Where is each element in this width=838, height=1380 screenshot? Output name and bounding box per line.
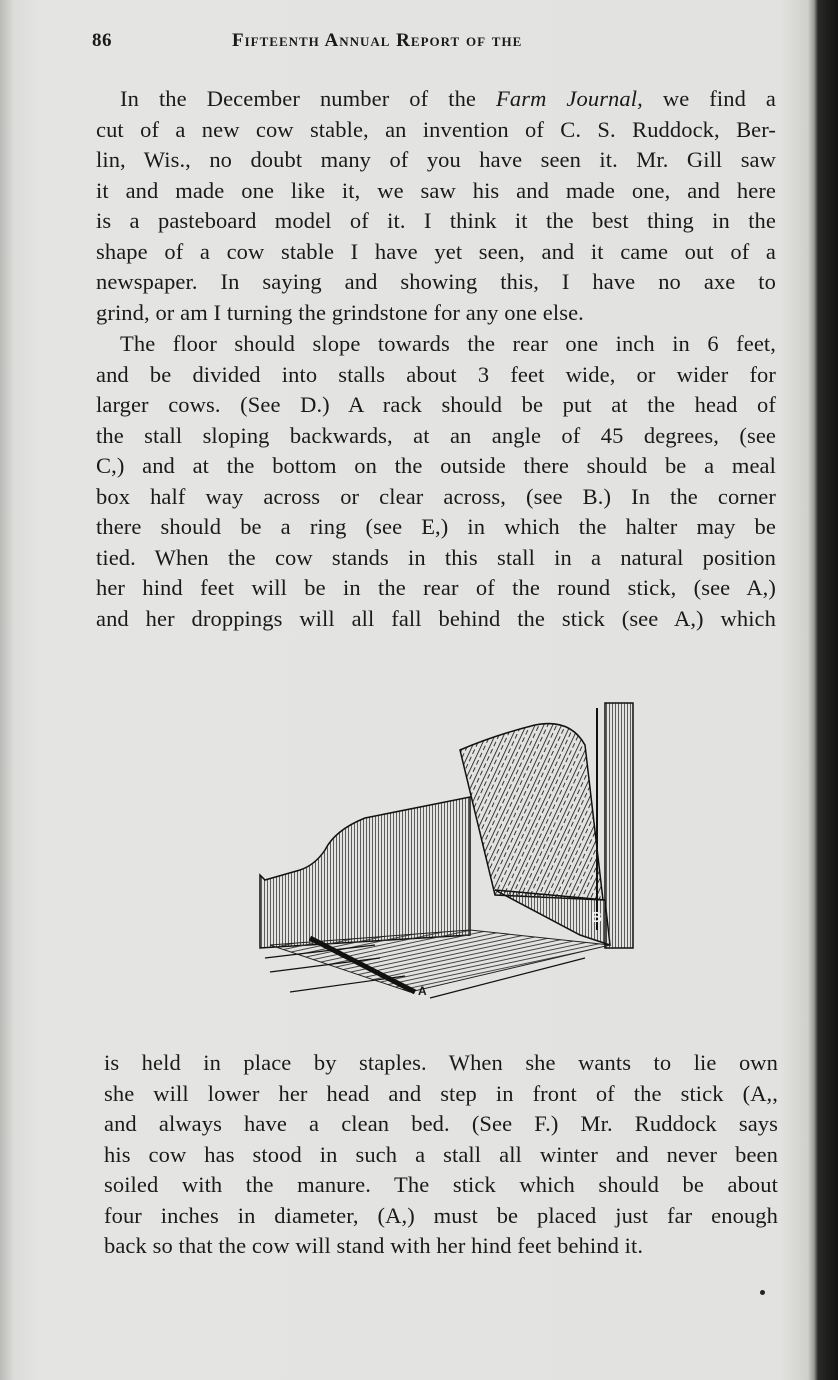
text-line: C,) and at the bottom on the outside there should be a meal <box>96 453 776 478</box>
text-line: grind, or am I turning the grindstone for any one else. <box>96 299 584 325</box>
text-line: there should be a ring (see E,) in which the halter may be <box>96 514 776 539</box>
text-line: and be divided into stalls about 3 feet wide, or wider for <box>96 361 776 387</box>
text-line: lin, Wis., no doubt many of you have seen it. Mr. Gill saw <box>96 147 776 172</box>
text-line: soiled with the manure. The stick which should be about <box>104 1172 778 1197</box>
text-line: it and made one like it, we saw his and made one, and here <box>96 177 776 203</box>
paragraph-1 <box>96 84 776 328</box>
text-line: the stall sloping backwards, at an angle of 45 degrees, (see <box>96 422 776 448</box>
page-number: 86 <box>92 30 112 51</box>
page-header <box>92 30 792 58</box>
cow-stall-engraving <box>255 700 640 1005</box>
text-line: tied. When the cow stands in this stall in a natural position <box>96 544 776 570</box>
text-line: four inches in diameter, (A,) must be placed just far enough <box>104 1202 778 1228</box>
text-line: back so that the cow will stand with her hind feet behind it. <box>104 1233 644 1258</box>
text-line: In the December number of the Farm Journal, we find a <box>120 86 777 111</box>
text-line: is a pasteboard model of it. I think it the best thing in the <box>96 208 776 233</box>
text-line: her hind feet will be in the rear of the round stick, (see A,) <box>96 575 776 600</box>
page-mark-dot <box>760 1290 765 1295</box>
text-line: and her droppings will all fall behind the stick (see A,) which <box>96 605 776 631</box>
text-line: newspaper. In saying and showing this, I have no axe to <box>96 269 776 294</box>
text-line: she will lower her head and step in front of the stick (A,, <box>104 1080 778 1106</box>
running-head: Fifteenth Annual Report of the <box>232 30 523 51</box>
text-line: The floor should slope towards the rear one inch in 6 feet, <box>120 331 776 356</box>
text-line: his cow has stood in such a stall all winter and never been <box>104 1141 778 1167</box>
text-line: shape of a cow stable I have yet seen, and it came out of a <box>96 238 776 264</box>
paragraph-2 <box>96 329 776 634</box>
figure-label-a: A <box>418 984 427 998</box>
text-line: cut of a new cow stable, an invention of C. S. Ruddock, Ber- <box>96 116 776 142</box>
text-line: box half way across or clear across, (see B.) In the corner <box>96 483 776 509</box>
text-line: larger cows. (See D.) A rack should be put at the head of <box>96 392 776 417</box>
text-line: and always have a clean bed. (See F.) Mr. Ruddock says <box>104 1111 778 1136</box>
cow-stall-illustration <box>255 700 640 1005</box>
figure-label-b: B <box>591 909 602 926</box>
text-line: is held in place by staples. When she wants to lie own <box>104 1050 778 1075</box>
paragraph-3 <box>104 1048 778 1262</box>
